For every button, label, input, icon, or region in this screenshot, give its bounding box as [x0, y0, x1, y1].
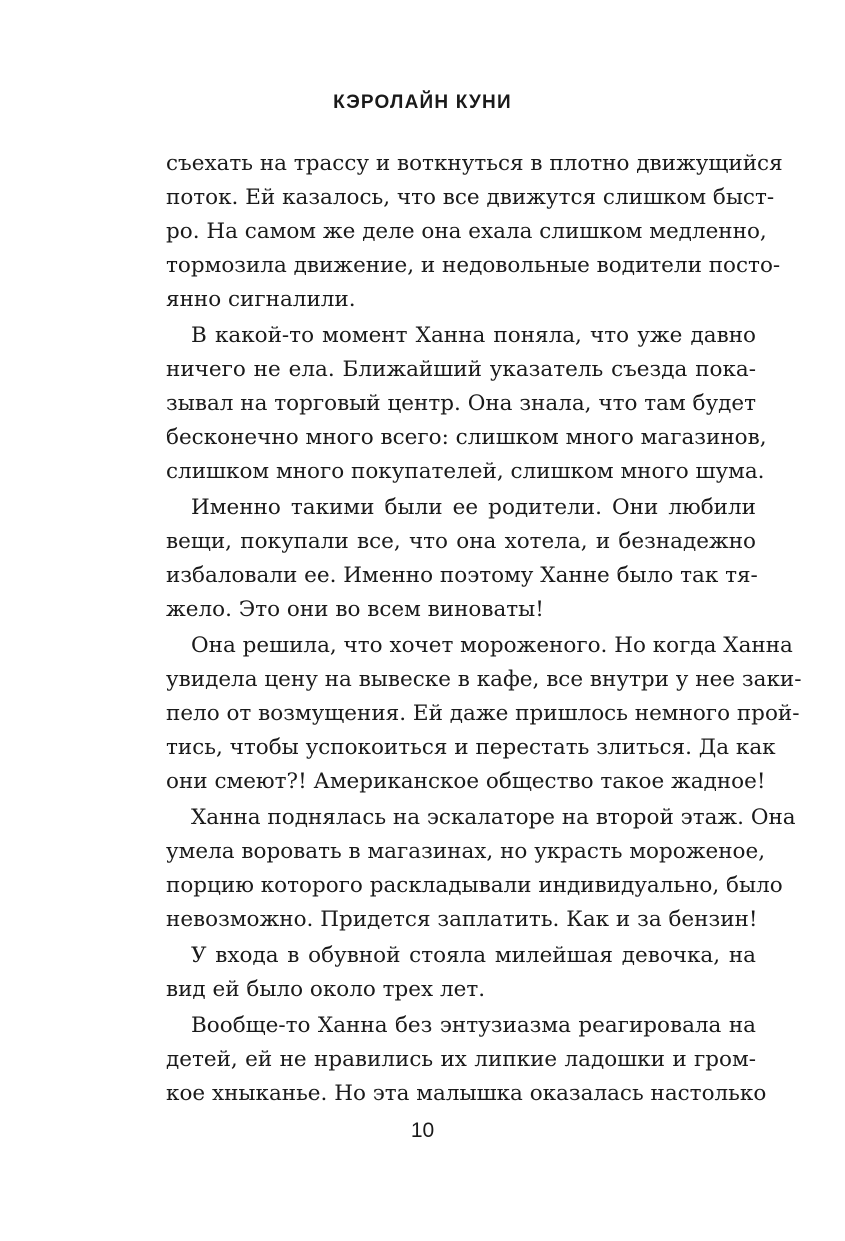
- text-line: съехать на трассу и воткнуться в плотно движущийся: [166, 151, 783, 176]
- text-line: поток. Ей казалось, что все движутся слишком быст-: [166, 185, 775, 210]
- text-line: тормозила движение, и недовольные водители посто-: [166, 253, 781, 278]
- text-line: избаловали ее. Именно поэтому Ханне было так тя-: [166, 563, 758, 588]
- text-line: они смеют?! Американское общество такое жадное!: [166, 769, 766, 794]
- text-line: Именно такими были ее родители. Они любили: [191, 495, 756, 520]
- paragraph: [166, 801, 796, 937]
- text-line: увидела цену на вывеске в кафе, все внутри у нее заки-: [166, 667, 802, 692]
- text-line: Она решила, что хочет мороженого. Но когда Ханна: [191, 633, 793, 658]
- text-line: ро. На самом же деле она ехала слишком медленно,: [166, 219, 767, 244]
- text-line: невозможно. Придется заплатить. Как и за бензин!: [166, 907, 758, 932]
- text-line: Ханна поднялась на эскалаторе на второй этаж. Она: [191, 805, 796, 830]
- text-line: янно сигналили.: [166, 287, 356, 312]
- running-head-author: КЭРОЛАЙН КУНИ: [333, 92, 512, 113]
- paragraph: [166, 491, 756, 627]
- paragraph: [166, 1009, 767, 1111]
- text-line: слишком много покупателей, слишком много шума.: [166, 459, 765, 484]
- text-line: детей, ей не нравились их липкие ладошки и гром-: [166, 1047, 756, 1072]
- text-line: тись, чтобы успокоиться и перестать злиться. Да как: [166, 735, 776, 760]
- paragraph: [166, 319, 767, 489]
- paragraph: [166, 939, 756, 1007]
- text-line: жело. Это они во всем виноваты!: [166, 597, 544, 622]
- text-line: вид ей было около трех лет.: [166, 977, 486, 1002]
- text-line: бесконечно много всего: слишком много магазинов,: [166, 425, 767, 450]
- text-line: пело от возмущения. Ей даже пришлось немного прой-: [166, 701, 800, 726]
- text-line: зывал на торговый центр. Она знала, что там будет: [166, 391, 756, 416]
- body-text: [166, 147, 802, 1111]
- page-number: 10: [410, 1119, 435, 1142]
- text-line: У входа в обувной стояла милейшая девочка, на: [191, 943, 756, 968]
- text-line: Вообще-то Ханна без энтузиазма реагировала на: [191, 1013, 756, 1038]
- text-line: вещи, покупали все, что она хотела, и безнадежно: [166, 529, 756, 554]
- paragraph: [166, 629, 802, 799]
- paragraph: [166, 147, 783, 317]
- text-line: ничего не ела. Ближайший указатель съезда пока-: [166, 357, 756, 382]
- text-line: В какой-то момент Ханна поняла, что уже давно: [191, 323, 756, 348]
- text-line: кое хныканье. Но эта малышка оказалась настолько: [166, 1081, 767, 1106]
- text-line: порцию которого раскладывали индивидуально, было: [166, 873, 783, 898]
- text-line: умела воровать в магазинах, но украсть мороженое,: [166, 839, 766, 864]
